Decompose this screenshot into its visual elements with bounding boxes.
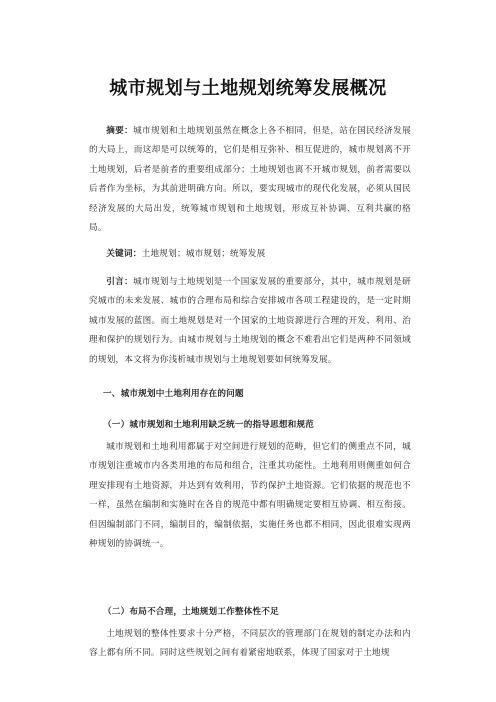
subsection-heading-1: （一）城市规划和土地利用缺乏统一的指导思想和规范 [103, 420, 315, 430]
intro-separator: ： [124, 277, 134, 287]
intro-text: 城市规划与土地规划是一个国家发展的重要部分，其中，城市规划是研究城市的未来发展、城市的合理布局和综合安排城市各项工程建设的，是一定时期城市发展的蓝图。而土地规划是对一个国家的土地资源进行合理的开发、利用、治理和保护的规划行为。由城市规划与土地规划的概念不难看出它们是两种不同领域的规划，本文将为你浅析城市规划与土地规划要如何统筹发展。 [89, 277, 411, 365]
keywords-paragraph [89, 245, 411, 264]
intro-label: 引言 [106, 277, 125, 287]
abstract-paragraph [89, 122, 411, 238]
page-title: 城市规划与土地规划统筹发展概况 [109, 78, 387, 99]
keywords-text: 土地规划；城市规划；统筹发展 [141, 249, 266, 259]
subsection-2-paragraph: 土地规划的整体性要求十分严格，不同层次的管理部门在规划的制定办法和内容上都有所不同。同时这些规划之间有着紧密地联系，体现了国家对于土地规 [89, 629, 411, 659]
section-heading-1: 一、城市规划中土地利用存在的问题 [103, 389, 244, 399]
subsection-heading-2: （二）布局不合理，土地规划工作整体性不足 [103, 607, 279, 617]
abstract-text: 城市规划和土地规划虽然在概念上各不相同，但是，站在国民经济发展的大局上，而这却是可以统筹的，它们是相互弥补、相互促进的，城市规划离不开土地规划，后者是前者的重要组成部分；土地规划也离不开城市规划，前者需要以后者作为坐标，为其前进明确方向。所以，要实现城市的现代化发展，必须从国民经济发展的大局出发，统筹城市规划和土地规划，形成互补协调、互利共赢的格局。 [89, 126, 411, 234]
keywords-label: 关键词 [106, 249, 133, 259]
keywords-separator: ： [132, 249, 142, 259]
intro-paragraph [89, 273, 411, 370]
abstract-label: 摘要 [106, 126, 125, 136]
abstract-separator: ： [124, 126, 134, 136]
subsection-1-paragraph: 城市规划和土地利用都属于对空间进行规划的范畴，但它们的侧重点不同，城市规划注重城市内各类用地的布局和组合，注重其功能性。土地利用则侧重如何合理安排现有土地资源，并达到有效利用，节约保护土地资源。它们依据的规范也不一样，虽然在编制和实施时在各自的规范中都有明确规定要相互协调、相互衔接。但因编制部门不同，编制目的，编制依据，实施任务也都不相同，因此很难实现两种规划的协调统一。 [89, 442, 411, 550]
